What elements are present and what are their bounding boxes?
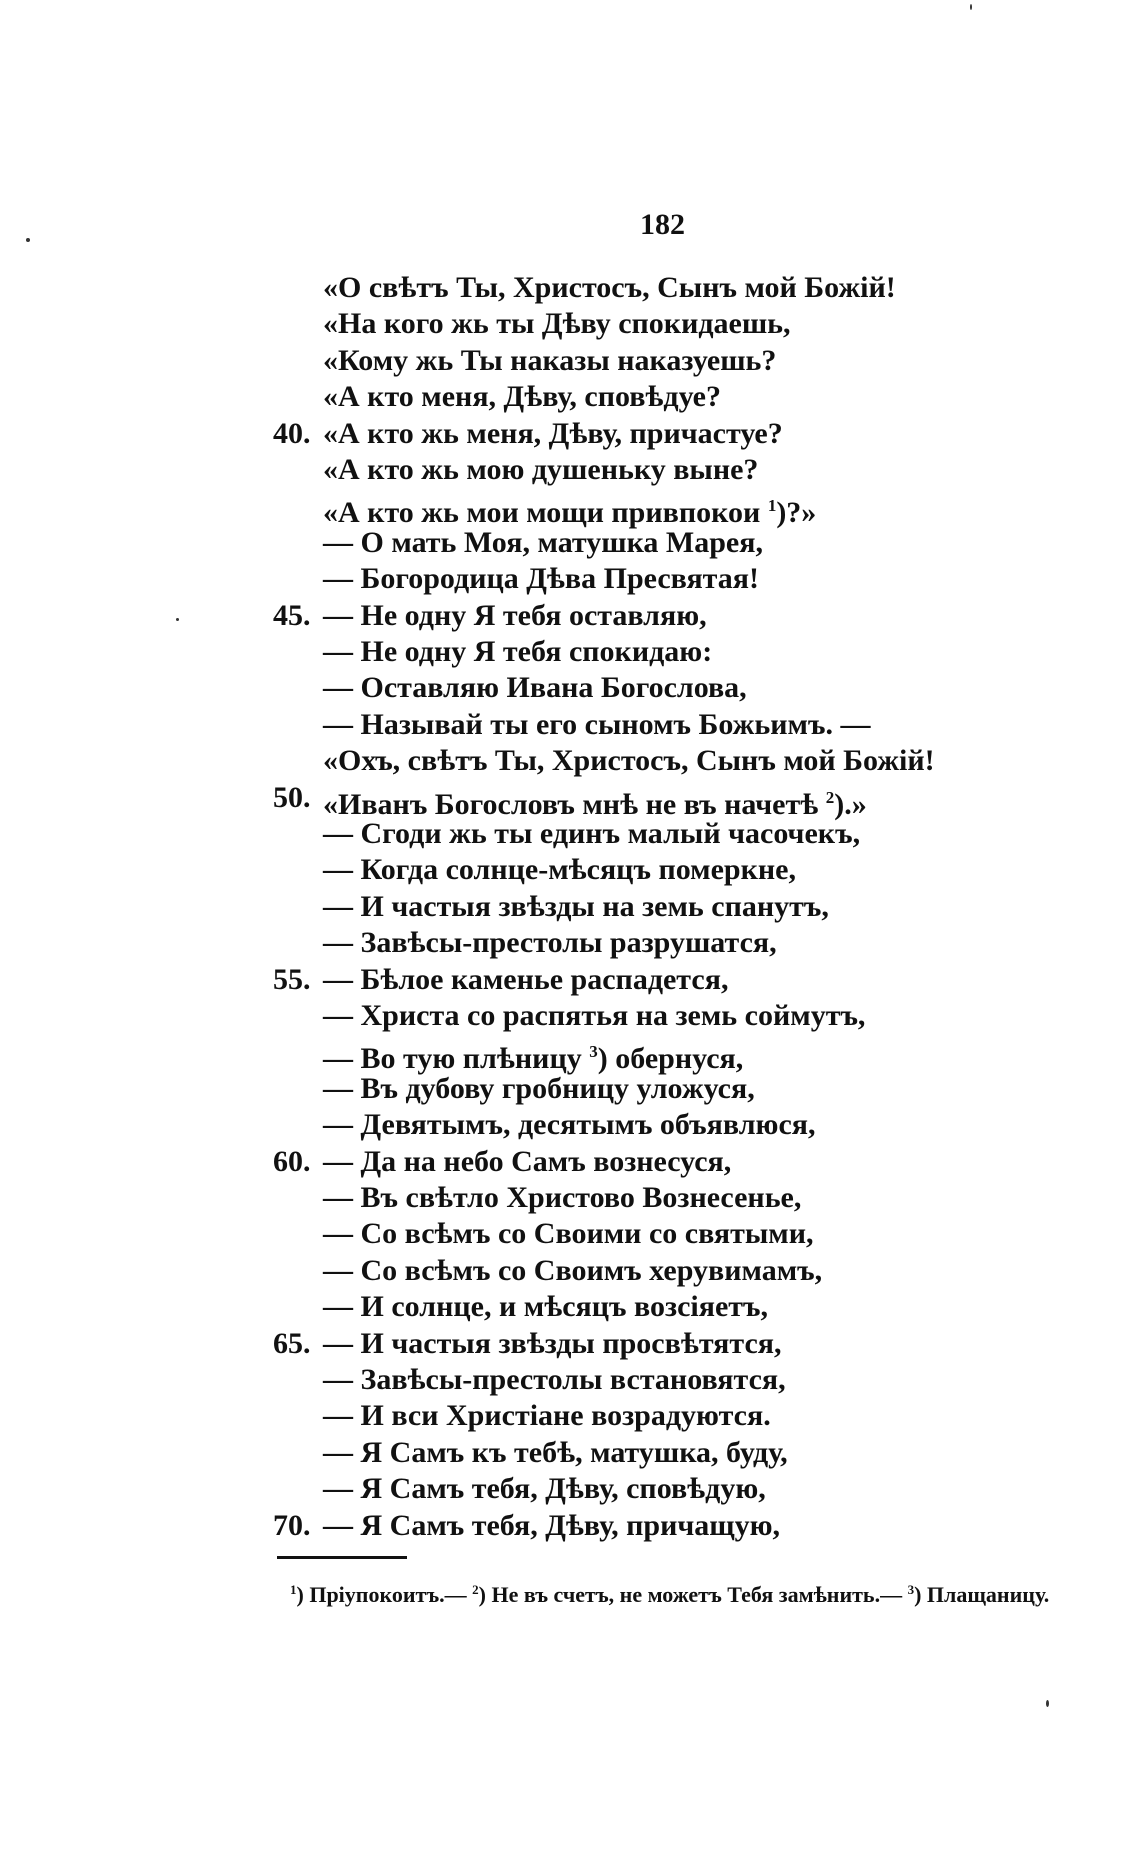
line-text <box>323 1398 771 1434</box>
line-text-main: — Въ свѣтло Христово Вознесенье, <box>323 1181 802 1214</box>
footnote-number: 1 <box>290 1582 297 1597</box>
line-number: 50. <box>273 780 311 814</box>
line-text <box>323 1216 814 1252</box>
line-text-main: — Девятымъ, десятымъ объявлюся, <box>323 1108 816 1142</box>
line-text-main: — Когда солнце-мѣсяцъ померкне, <box>323 853 796 887</box>
line-text-main: — Да на небо Самъ вознесуся, <box>323 1144 732 1178</box>
line-text <box>323 1435 788 1471</box>
line-text <box>323 598 707 634</box>
line-text-main: — Богородица Дѣва Пресвятая! <box>323 562 759 596</box>
line-text <box>323 1071 755 1107</box>
footnote-number: 3 <box>907 1582 915 1597</box>
line-text <box>323 306 791 342</box>
line-text <box>323 1471 766 1507</box>
line-text-main: — Оставляю Ивана Богослова, <box>323 671 747 705</box>
line-text <box>323 743 935 779</box>
line-text-main: — Со всѣмъ со Своими со святыми, <box>323 1217 814 1251</box>
line-text <box>323 1253 822 1289</box>
footnote-marker: 2 <box>825 787 835 807</box>
line-number: 70. <box>273 1508 311 1542</box>
line-text-tail: ) обернуся, <box>597 1042 744 1076</box>
footnote <box>472 1582 902 1607</box>
footnote <box>290 1582 467 1607</box>
line-text <box>323 889 829 925</box>
line-text <box>323 452 758 488</box>
line-text <box>323 379 721 415</box>
line-text <box>323 1180 801 1216</box>
line-text <box>323 634 712 670</box>
line-text-main: «А кто жь мою душеньку выне? <box>323 453 759 486</box>
footnote-text: ) Не въ счетъ, не можетъ Тебя замѣнить.— <box>478 1582 903 1607</box>
line-text-main: «А кто меня, Дѣву, сповѣдуе? <box>323 380 721 414</box>
line-text <box>323 707 870 743</box>
line-text-main: — О мать Моя, матушка Марея, <box>323 525 763 559</box>
line-text <box>323 416 783 452</box>
footnotes <box>290 1582 1049 1608</box>
line-text-main: — Называй ты его сыномъ Божьимъ. — <box>323 707 871 741</box>
line-text-tail: ).» <box>834 787 867 821</box>
line-number: 65. <box>273 1326 311 1360</box>
line-text-main: «Кому жь Ты наказы наказуешь? <box>323 343 777 377</box>
line-text-main: — Въ дубову гробницу уложуся, <box>323 1071 755 1105</box>
footnote-number: 2 <box>472 1582 479 1597</box>
line-text <box>323 1289 768 1325</box>
footnote-text: ) Плащаницу. <box>914 1582 1050 1607</box>
line-text-main: — Я Самъ къ тебѣ, матушка, буду, <box>323 1435 788 1469</box>
scan-speck <box>970 4 972 10</box>
line-text-main: — Завѣсы-престолы разрушатся, <box>323 926 777 960</box>
line-text <box>323 343 776 379</box>
line-text-main: — И вси Христiане возрадуются. <box>323 1399 771 1433</box>
line-text <box>323 670 747 706</box>
scan-speck <box>26 238 30 242</box>
line-text-main: — Во тую плѣницу <box>323 1042 582 1076</box>
line-text <box>323 1107 816 1143</box>
line-text-main: — Не одну Я тебя оставляю, <box>323 598 707 632</box>
line-text-main: «На кого жь ты Дѣву спокидаешь, <box>323 307 791 341</box>
scan-speck <box>1046 1700 1049 1707</box>
line-text <box>323 270 896 306</box>
line-text-main: — И солнце, и мѣсяцъ возсiяетъ, <box>323 1290 768 1324</box>
line-text <box>323 1144 731 1180</box>
line-text <box>323 852 796 888</box>
footnote-divider <box>277 1556 407 1559</box>
line-text-main: «А кто жь меня, Дѣву, причастуе? <box>323 416 783 450</box>
line-text-main: — И частыя звѣзды просвѣтятся, <box>323 1326 782 1360</box>
footnote-marker: 3 <box>589 1042 598 1062</box>
line-text <box>323 561 759 597</box>
line-text-main: — Я Самъ тебя, Дѣву, причащую, <box>323 1508 781 1542</box>
line-text <box>323 925 777 961</box>
line-text <box>323 1508 780 1544</box>
line-text <box>323 1362 786 1398</box>
line-text <box>323 998 865 1034</box>
line-text-main: — Бѣлое каменье распадется, <box>323 962 729 996</box>
line-number: 40. <box>273 416 311 450</box>
footnote-text: ) Прiупокоитъ.— <box>296 1582 467 1607</box>
line-text-main: — Завѣсы-престолы встановятся, <box>323 1363 786 1396</box>
line-text <box>323 1326 782 1362</box>
footnote <box>908 1582 1050 1607</box>
line-text-main: — Я Самъ тебя, Дѣву, сповѣдую, <box>323 1472 766 1506</box>
line-text <box>323 816 860 852</box>
line-number: 45. <box>273 598 311 632</box>
page-number: 182 <box>640 208 685 241</box>
scan-speck <box>176 618 179 621</box>
line-number: 60. <box>273 1144 311 1178</box>
footnote-marker: 1 <box>767 496 777 516</box>
line-text-main: «О свѣтъ Ты, Христосъ, Сынъ мой Божiй! <box>323 271 896 304</box>
line-text <box>323 525 763 561</box>
line-number: 55. <box>273 962 311 996</box>
line-text-main: — Не одну Я тебя спокидаю: <box>323 635 713 668</box>
line-text-main: «А кто жь мои мощи привпокои <box>323 496 761 530</box>
line-text-main: — Со всѣмъ со Своимъ херувимамъ, <box>323 1253 823 1287</box>
line-text-tail: )?» <box>776 496 817 530</box>
line-text-main: «Иванъ Богословъ мнѣ не въ начетѣ <box>323 787 819 821</box>
line-text <box>323 962 728 998</box>
line-text-main: — Христа со распятья на земь соймутъ, <box>323 999 866 1032</box>
line-text-main: — Сгоди жь ты единъ малый часочекъ, <box>323 817 861 850</box>
line-text-main: — И частыя звѣзды на земь спанутъ, <box>323 889 829 923</box>
line-text-main: «Охъ, свѣтъ Ты, Христосъ, Сынъ мой Божiй! <box>323 744 935 778</box>
